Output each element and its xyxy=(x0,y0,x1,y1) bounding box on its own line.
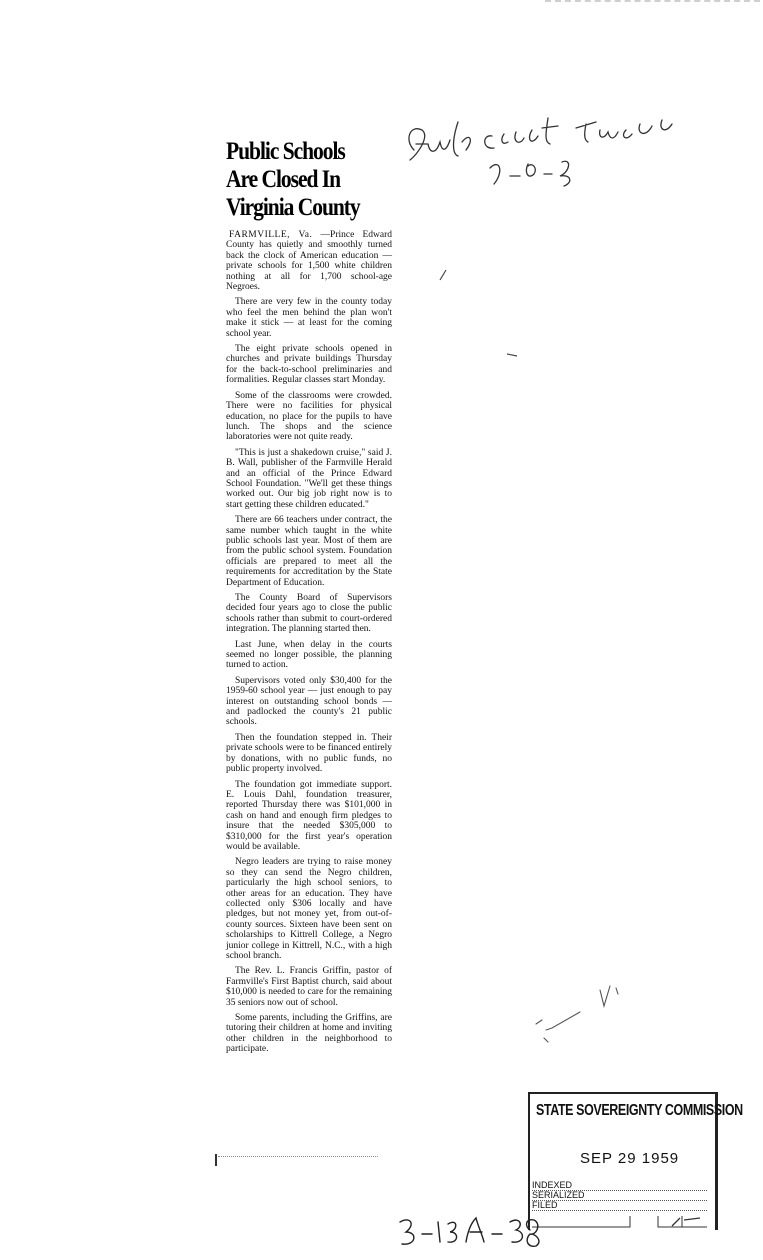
headline-line-1: Public Schools xyxy=(226,138,345,165)
stamp-row-filed: FILED xyxy=(532,1200,707,1211)
headline-line-2: Are Closed In xyxy=(226,166,341,193)
stamp-row-indexed: INDEXED xyxy=(532,1180,707,1191)
article-paragraph: The foundation got immediate support. E. Louis Dahl, foundation treasurer, reported Thursday there was $101,000 in cash on hand and enough firm pledges to insure that the needed $305,000 to $310,000 for the first year's operation would be available. xyxy=(226,779,392,852)
handwritten-file-number xyxy=(396,1212,546,1252)
state-sovereignty-commission-stamp xyxy=(528,1092,743,1230)
newspaper-clipping xyxy=(226,138,392,1060)
stamp-title: STATE SOVEREIGNTY COMMISSION xyxy=(536,1102,743,1119)
article-paragraph: There are very few in the county today who feel the men behind the plan won't make it stick — at least for the coming school year. xyxy=(226,297,392,339)
stray-pen-mark xyxy=(438,268,448,282)
article-paragraph: Some parents, including the Griffins, are tutoring their children at home and inviting other children in the neighborhood to participate. xyxy=(226,1013,392,1055)
headline xyxy=(226,138,389,222)
article-paragraph: The eight private schools opened in churches and private buildings Thursday for the back-to-school preliminaries and formalities. Regular classes start Monday. xyxy=(226,344,392,386)
handwritten-checkmark-scribble xyxy=(530,980,640,1050)
dateline: FARMVILLE, Va. xyxy=(229,230,313,240)
headline-line-3: Virginia County xyxy=(226,194,360,221)
stamp-bottom-boxes xyxy=(532,1214,707,1228)
stamp-row-serialized: SERIALIZED xyxy=(532,1190,707,1201)
article-paragraph: FARMVILLE, Va. —Prince Edward County has quietly and smoothly turned back the clock of American education — private schools for 1,500 white children nothing at all for 1,700 school-age Negroes. xyxy=(226,230,392,293)
article-paragraph: Negro leaders are trying to raise money so they can send the Negro children, particularly the high school seniors, to other areas for an education. They have collected only $306 locally and have pledges, but not money yet, from out-of-county sources. Sixteen have been sent on scholarships to Kittrell College, a Negro junior college in Kittrell, N.C., with a high school branch. xyxy=(226,857,392,961)
handwritten-source-annotation xyxy=(400,110,700,200)
article-paragraph: The County Board of Supervisors decided four years ago to close the public schools rather than submit to court-ordered integration. The planning started then. xyxy=(226,593,392,635)
stamp-date: SEP 29 1959 xyxy=(580,1150,680,1167)
stray-pen-mark xyxy=(506,352,518,358)
top-dashed-edge xyxy=(545,0,760,2)
article-paragraph: Supervisors voted only $30,400 for the 1959-60 school year — just enough to pay interest on outstanding school bonds — and padlocked the county's 21 public schools. xyxy=(226,675,392,728)
article-paragraph: Then the foundation stepped in. Their private schools were to be financed entirely by donations, with no public funds, no public property involved. xyxy=(226,732,392,775)
article-paragraph: There are 66 teachers under contract, the same number which taught in the white public schools last year. Most of them are from the public school system. Foundation officials are prepared to meet all the requirements for accreditation by the State Department of Education. xyxy=(226,515,392,588)
article-paragraph: The Rev. L. Francis Griffin, pastor of Farmville's First Baptist church, said about $10,000 is needed to care for the remaining 35 seniors now out of school. xyxy=(226,966,392,1008)
article-body xyxy=(226,230,392,1055)
article-paragraph: "This is just a shakedown cruise," said J. B. Wall, publisher of the Farmville Herald and an official of the Prince Edward School Foundation. "We'll get these things worked out. Our big job right now is to start getting these children educated." xyxy=(226,447,392,510)
clipping-bottom-edge xyxy=(218,1156,378,1165)
article-paragraph: Last June, when delay in the courts seemed no longer possible, the planning turned to action. xyxy=(226,639,392,671)
article-paragraph: Some of the classrooms were crowded. There were no facilities for physical education, no place for the pupils to have lunch. The shops and the science laboratories were not quite ready. xyxy=(226,390,392,443)
